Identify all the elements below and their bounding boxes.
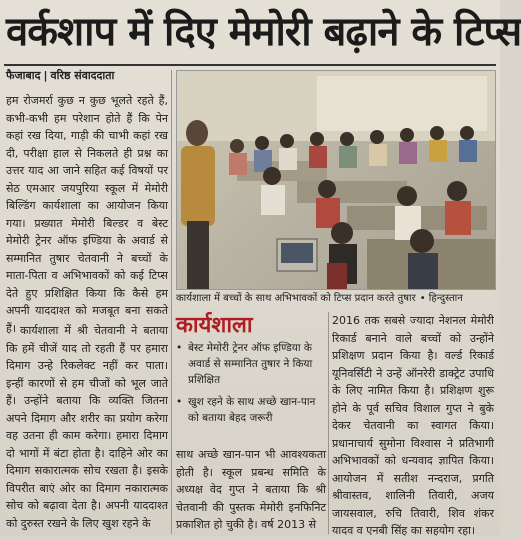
highlight-text: बेस्ट मेमोरी ट्रेनर ऑफ इण्डिया के अवार्ड से सम्मानित तुषार ने किया प्रशिक्षित [188,342,313,386]
photo-caption [176,290,494,308]
highlight-item [176,340,320,388]
photo-credit: • हिन्दुस्तान [419,293,463,304]
column-divider [328,312,329,534]
news-photo [176,70,496,290]
article-column-right [332,312,494,537]
byline-place: फैजाबाद [6,69,41,82]
column-divider [171,70,172,534]
highlight-item [176,394,320,426]
highlights-box [176,340,320,444]
highlights-box-title: कार्यशाला [176,313,253,338]
article-column-left-bottom [6,322,168,534]
article-paragraph: कार्यशाला में श्री चेतवानी ने बताया कि हमें चीजें याद तो रहती हैं पर हमारा दिमाग उन्हे रिकलेक्ट नहीं कर पाता। इन्हीं कारणों से हम चीजों को भूल जाते हैं। उन्होंने बताया कि व्यक्ति जितना अपने दिमाग और शरीर का प्रयोग करेगा वह उतना ही काम करेगा। हमारा दिमाग दो भागों में बंटा होता है। दाहिने ओर का दिमाग सकारात्मक सोच रखता है। इसके विपरीत बाएं ओर का दिमाग नकारात्मक सोच को बढ़ावा देता है। अपनी याददाश्त को दुरुस्त रखने के लिए खुश रहने के [6,324,168,530]
bullet-icon: • [176,396,183,408]
classroom-photo-illustration [177,71,495,289]
highlights-list [176,340,320,426]
article-column-left-top [6,92,168,335]
highlight-text: खुश रहने के साथ अच्छे खान-पान को बताया बेहद जरूरी [188,396,316,424]
headline: वर्कशाप में दिए मेमोरी बढ़ाने के टिप्स [6,9,521,55]
byline-separator: | [43,69,48,82]
bullet-icon: • [176,342,183,354]
article-column-middle [176,446,326,534]
article-paragraph: साथ अच्छे खान-पान भी आवश्यकता होती है। स्कूल प्रबन्ध समिति के अध्यक्ष वेद गुप्त ने बताया कि श्री चेतवानी की पुस्तक मेमोरी इनफिनिट प्रकाशित हो चुकी है। वर्ष 2013 से [176,448,326,531]
byline-author: वरिष्ठ संवाददाता [50,69,115,82]
photo-caption-text: कार्यशाला में बच्चों के साथ अभिभावकों को टिप्स प्रदान करते तुषार [176,293,416,304]
article-paragraph: 2016 तक सबसे ज्यादा नेशनल मेमोरी रिकार्ड बनाने वाले बच्चों को उन्होंने प्रशिक्षण प्रदान किया है। वर्ल्ड रिकार्ड यूनिवर्सिटी ने उन्हें ऑनरेरी डाक्ट्रेट उपाधि के लिए नामित किया है। प्रशिक्षण शुरू होने के पूर्व सचिव विशाल गुप्त ने बुके देकर चेतवानी का स्वागत किया। प्रधानाचार्य सुमोना विश्वास ने प्रतिभागी अभिभावकों को धन्यवाद ज्ञापित किया। आयोजन में सतीश नन्दराज, प्रगति श्रीवास्तव, शालिनी तिवारी, अजय जायसवाल, रुचि तिवारी, शिव शंकर यादव व एनबी सिंह का सहयोग रहा। [332,314,494,537]
byline [6,66,114,86]
article-paragraph: हम रोजमर्रा कुछ न कुछ भूलते रहते हैं, कभी-कभी हम परेशान होते हैं कि पेन कहां रख दिया, गाड़ी की चाभी कहां रख दी, परीक्षा हाल से निकलते ही प्रश्न का उत्तर याद आ जाने सहित कई विषयों पर सेठ एमआर जयपुरिया स्कूल में मेमोरी बिल्डिंग कार्यशाला का आयोजन किया गया। प्रख्यात मेमोरी बिल्डर व बेस्ट मेमोरी ट्रेनर ऑफ इण्डिया के अवार्ड से सम्मानित तुषार चेतवानी ने बच्चों के माता-पिता व अभिभावकों को कई टिप्स देते हुए प्रशिक्षित किया कि कैसे हम अपनी याददाश्त को मजबूत बना सकते हैं। [6,94,168,335]
